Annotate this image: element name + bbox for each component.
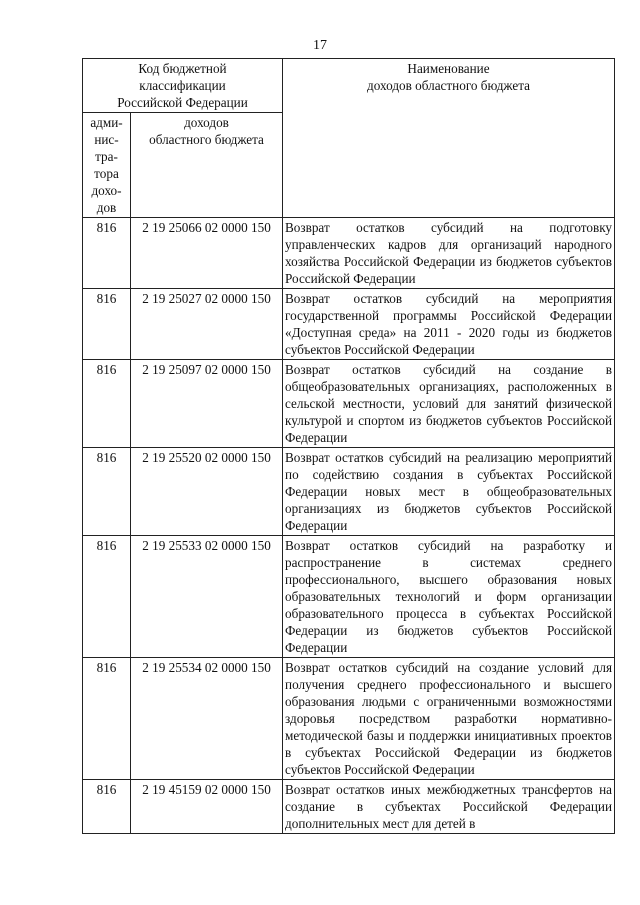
income-name-cell: Возврат остатков субсидий на подготовку управленческих кадров для организаций народного хозяйства Российской Федерации из бюджетов субъектов Российской Федерации xyxy=(283,218,615,289)
header-regional-income xyxy=(131,113,283,218)
header-revenue-administrator xyxy=(83,113,131,218)
admin-code-cell: 816 xyxy=(83,780,131,834)
admin-code-cell: 816 xyxy=(83,360,131,448)
admin-code-cell: 816 xyxy=(83,536,131,658)
table-row xyxy=(83,658,615,780)
header-line: Российской Федерации xyxy=(117,95,248,110)
header-line: классификации xyxy=(139,78,226,93)
header-budget-classification-code xyxy=(83,59,283,113)
header-income-name xyxy=(283,59,615,218)
admin-code-cell: 816 xyxy=(83,448,131,536)
header-row-top xyxy=(83,59,615,113)
budget-classification-table xyxy=(82,58,615,834)
table-row xyxy=(83,289,615,360)
page-number: 17 xyxy=(313,38,327,53)
header-line: адми- xyxy=(90,115,123,130)
header-line: доходов xyxy=(184,115,229,130)
table-row xyxy=(83,218,615,289)
budget-code-cell: 2 19 25520 02 0000 150 xyxy=(131,448,283,536)
budget-code-cell: 2 19 25097 02 0000 150 xyxy=(131,360,283,448)
header-line: Код бюджетной xyxy=(138,61,227,76)
budget-code-cell: 2 19 25534 02 0000 150 xyxy=(131,658,283,780)
income-name-cell: Возврат остатков иных межбюджетных трансфертов на создание в субъектах Российской Федерации дополнительных мест для детей в xyxy=(283,780,615,834)
budget-code-cell: 2 19 45159 02 0000 150 xyxy=(131,780,283,834)
budget-code-cell: 2 19 25027 02 0000 150 xyxy=(131,289,283,360)
income-name-cell: Возврат остатков субсидий на создание в общеобразовательных организациях, расположенных в сельской местности, условий для занятий физической культурой и спортом из бюджетов субъектов Российской Федерации xyxy=(283,360,615,448)
budget-code-cell: 2 19 25533 02 0000 150 xyxy=(131,536,283,658)
admin-code-cell: 816 xyxy=(83,658,131,780)
income-name-cell: Возврат остатков субсидий на мероприятия государственной программы Российской Федерации «Доступная среда» на 2011 - 2020 годы из бюджетов субъектов Российской Федерации xyxy=(283,289,615,360)
income-name-cell: Возврат остатков субсидий на создание условий для получения среднего профессионального и высшего образования людьми с ограниченными возможностями здоровья посредством разработки нормативно-методической базы и поддержки инициативных проектов в субъектах Российской Федерации из бюджетов субъектов Российской Федерации xyxy=(283,658,615,780)
admin-code-cell: 816 xyxy=(83,289,131,360)
budget-code-cell: 2 19 25066 02 0000 150 xyxy=(131,218,283,289)
income-name-cell: Возврат остатков субсидий на разработку и распространение в системах среднего профессионального, высшего образования новых образовательных технологий и форм организации образовательного процесса в субъектах Российской Федерации из бюджетов субъектов Российской Федерации xyxy=(283,536,615,658)
header-line: доходов областного бюджета xyxy=(367,78,530,93)
income-name-cell: Возврат остатков субсидий на реализацию мероприятий по содействию создания в субъектах Российской Федерации новых мест в общеобразовательных организациях из бюджетов субъектов Российской Федерации xyxy=(283,448,615,536)
header-line: нис- xyxy=(94,132,119,147)
header-line: тра- xyxy=(95,149,118,164)
header-line: Наименование xyxy=(407,61,490,76)
admin-code-cell: 816 xyxy=(83,218,131,289)
table-row xyxy=(83,360,615,448)
header-line: дохо- xyxy=(91,183,122,198)
table-row xyxy=(83,448,615,536)
header-line: областного бюджета xyxy=(149,132,264,147)
table-row xyxy=(83,536,615,658)
header-line: тора xyxy=(94,166,119,181)
header-line: дов xyxy=(96,200,117,215)
table-row xyxy=(83,780,615,834)
